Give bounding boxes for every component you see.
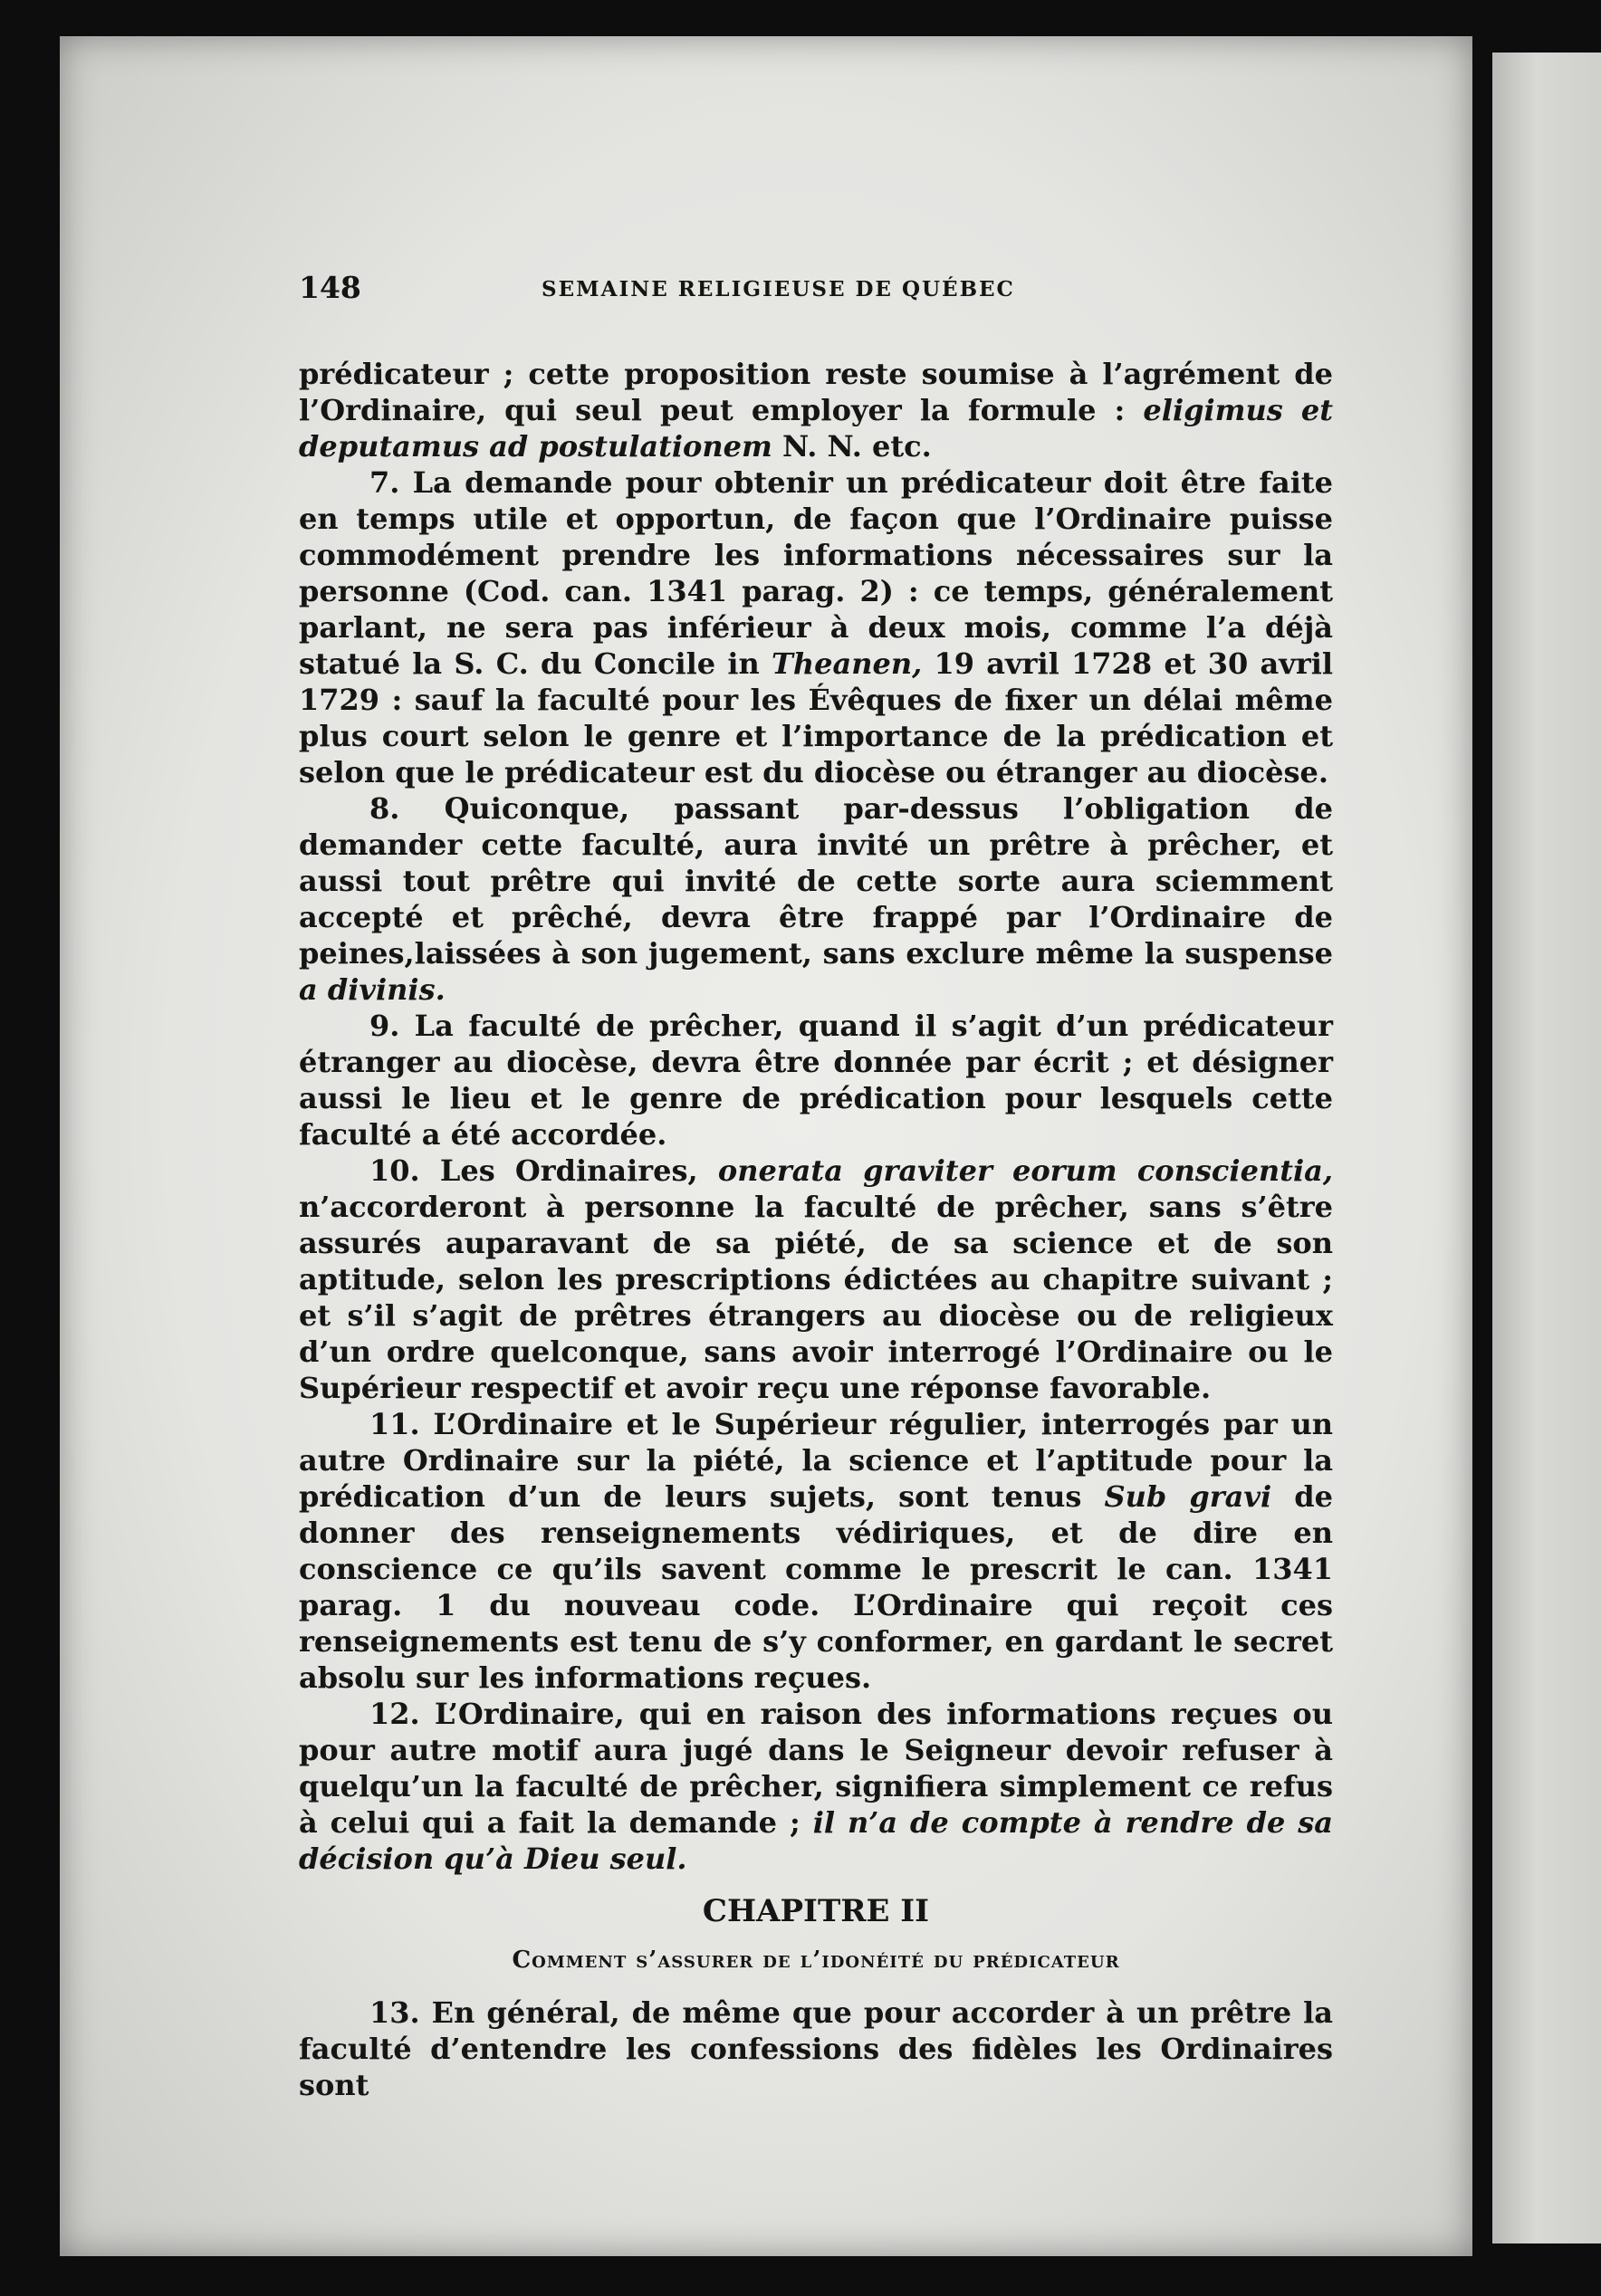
paragraph-text: 10. Les Ordinaires,: [369, 1153, 718, 1188]
page-header: [299, 270, 1250, 317]
paragraph-11: [299, 1406, 1333, 1696]
adjacent-page-edge: [1492, 53, 1601, 2243]
chapter-subtitle: Comment s’assurer de l’idonéité du prédicateur: [512, 1947, 1120, 1974]
paragraph-12: [299, 1696, 1333, 1877]
paragraph-text: prédicateur ; cette proposition reste soumise à l’agrément de l’Ordinaire, qui seul peut employer la formule :: [299, 357, 1333, 427]
paragraph-text: de donner des renseignements védiriques, et de dire en conscience ce qu’ils savent comme le prescrit le can. 1341 parag. 1 du nouveau code. L’Ordinaire qui reçoit ces renseignements est tenu de s’y conformer, en gardant le secret absolu sur les informations reçues.: [299, 1479, 1334, 1695]
paragraph-text: 12. L’Ordinaire, qui en raison des informations reçues ou pour autre motif aura jugé dans le Seigneur devoir refuser à quelqu’un la faculté de prêcher, signifiera simplement ce refus à celui qui a fait la demande ;: [299, 1697, 1333, 1840]
paragraph-10: [299, 1153, 1333, 1406]
paragraph-9: [299, 1008, 1333, 1153]
film-border: [0, 0, 1601, 36]
chapter-title: CHAPITRE II: [702, 1893, 930, 1929]
paragraph-13: [299, 1995, 1333, 2103]
running-title: SEMAINE RELIGIEUSE DE QUÉBEC: [542, 277, 1015, 301]
paragraph-8: [299, 790, 1333, 1008]
paragraph-text: 9. La faculté de prêcher, quand il s’agit d’un prédicateur étranger au diocèse, devra être donnée par écrit ; et désigner aussi le lieu et le genre de prédication pour lesquels cette faculté a été accordée.: [299, 1009, 1333, 1152]
italic-phrase: il n’a de compte à rendre de sa décision qu’à Dieu seul.: [299, 1805, 1334, 1876]
paragraph-continuation: [299, 356, 1333, 464]
paragraph-text: 8. Quiconque, passant par-dessus l’obligation de demander cette faculté, aura invité un prêtre à prêcher, et aussi tout prêtre qui invité de cette sorte aura sciemment accepté et prêché, devra être frappé par l’Ordinaire de peines,laissées à son jugement, sans exclure même la suspense: [299, 791, 1333, 971]
italic-phrase: onerata graviter eorum conscientia,: [717, 1153, 1334, 1188]
paragraph-text: 19 avril 1728 et 30 avril 1729 : sauf la faculté pour les Évêques de fixer un délai même plus court selon le genre et l’importance de la prédication et selon que le prédicateur est du diocèse ou étranger au diocèse.: [299, 646, 1333, 789]
italic-phrase: eligimus et deputamus ad postulationem: [299, 393, 1333, 464]
italic-phrase: Theanen,: [772, 646, 923, 681]
paragraph-text: 11. L’Ordinaire et le Supérieur régulier, interrogés par un autre Ordinaire sur la piété, la science et l’aptitude pour la prédication d’un de leurs sujets, sont tenus: [299, 1407, 1333, 1514]
paragraph-text: 13. En général, de même que pour accorder à un prêtre la faculté d’entendre les confessions des fidèles les Ordinaires sont: [299, 1995, 1333, 2102]
paragraph-7: [299, 464, 1333, 790]
italic-phrase: Sub gravi: [1104, 1479, 1272, 1514]
italic-phrase: a divinis.: [299, 972, 446, 1007]
paragraph-text: N. N. etc.: [772, 429, 932, 464]
paragraph-text: n’accorderont à personne la faculté de prêcher, sans s’être assurés auparavant de sa piété, de sa science et de son aptitude, selon les prescriptions édictées au chapitre suivant ; et s’il s’agit de prêtres étrangers au diocèse ou de religieux d’un ordre quelconque, sans avoir interrogé l’Ordinaire ou le Supérieur respectif et avoir reçu une réponse favorable.: [299, 1190, 1333, 1405]
page-body: [299, 356, 1333, 2103]
page-number: 148: [299, 270, 361, 305]
paragraph-text: 7. La demande pour obtenir un prédicateur doit être faite en temps utile et opportun, de façon que l’Ordinaire puisse commodément prendre les informations nécessaires sur la personne (Cod. can. 1341 parag. 2) : ce temps, généralement parlant, ne sera pas inférieur à deux mois, comme l’a déjà statué la S. C. du Concile in: [299, 465, 1333, 681]
